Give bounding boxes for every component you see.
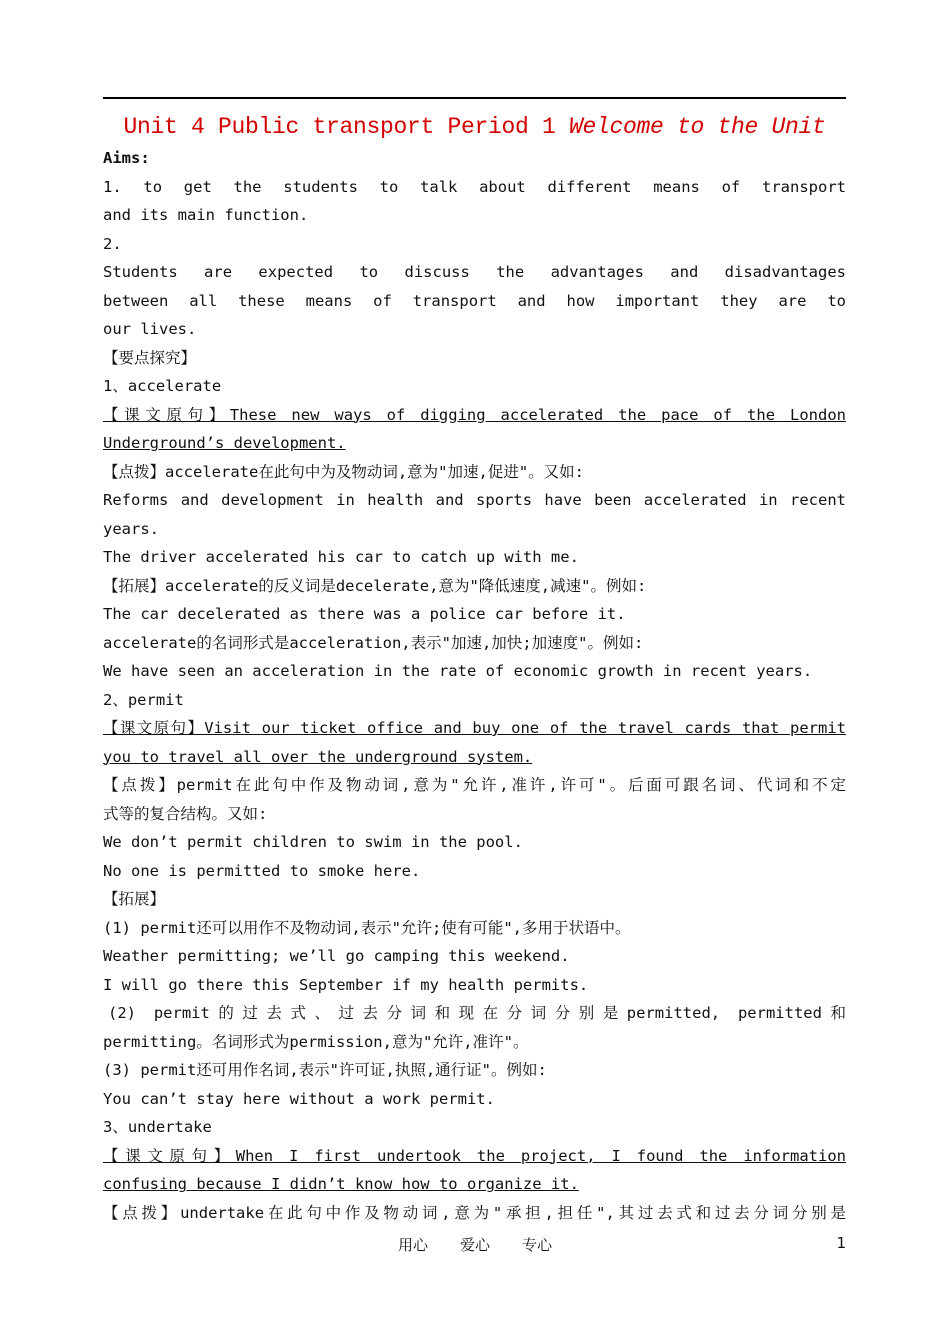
text-line: 2、permit [103, 690, 184, 709]
text-line: 【点拨】undertake在此句中作及物动词,意为"承担,担任",其过去式和过去分词分别是 [103, 1203, 846, 1222]
text-line: Reforms and development in health and sports have been accelerated in recent [103, 491, 846, 509]
text-line: (2) permit的过去式、过去分词和现在分词分别是permitted, permitted和 [108, 1004, 846, 1022]
text-line: 【课文原句】Visit our ticket office and buy one of the travel cards that permit [103, 719, 846, 737]
text-line: You can’t stay here without a work permit. [103, 1089, 495, 1108]
header-rule [103, 97, 846, 99]
text-line: Aims: [103, 149, 150, 167]
text-line: 【点拨】accelerate在此句中为及物动词,意为"加速,促进"。又如: [103, 462, 584, 481]
text-line: confusing because I didn’t know how to organize it. [103, 1175, 579, 1193]
text-line: 3、undertake [103, 1118, 212, 1136]
text-line: accelerate的名词形式是acceleration,表示"加速,加快;加速度"。例如: [103, 633, 644, 652]
text-line: you to travel all over the underground system. [103, 747, 533, 766]
text-line: 1. to get the students to talk about different means of transport [103, 177, 846, 196]
text-line: 式等的复合结构。又如: [103, 804, 268, 823]
text-line: Students are expected to discuss the advantages and disadvantages [103, 263, 846, 281]
title-italic: Welcome to the Unit [569, 114, 826, 140]
text-line: I will go there this September if my health permits. [103, 975, 589, 994]
text-line: years. [103, 519, 159, 538]
text-line: The driver accelerated his car to catch up with me. [103, 548, 579, 566]
text-line: (1) permit还可以用作不及物动词,表示"允许;使有可能",多用于状语中。 [103, 918, 631, 937]
text-line: 【拓展】accelerate的反义词是decelerate,意为"降低速度,减速"。例如: [103, 576, 647, 595]
text-line: The car decelerated as there was a police car before it. [103, 605, 626, 623]
footer-motto [0, 1234, 950, 1255]
text-line: 【拓展】 [103, 890, 166, 908]
text-line: No one is permitted to smoke here. [103, 861, 421, 880]
text-line: (3) permit还可用作名词,表示"许可证,执照,通行证"。例如: [103, 1061, 547, 1079]
text-line: 【要点探究】 [103, 348, 197, 367]
text-line: between all these means of transport and how important they are to [103, 291, 846, 310]
text-line: We don’t permit children to swim in the pool. [103, 833, 523, 851]
text-line: and its main function. [103, 206, 309, 224]
text-line: 【点拨】permit在此句中作及物动词,意为"允许,准许,许可"。后面可跟名词、代词和不定 [103, 776, 846, 794]
page-title [103, 114, 846, 140]
page-footer [0, 1234, 950, 1254]
document-body [103, 144, 846, 1227]
page-number: 1 [836, 1234, 846, 1252]
text-line: 1、accelerate [103, 377, 222, 395]
text-line: Underground’s development. [103, 434, 346, 452]
text-line: 2. [103, 234, 122, 253]
footer-word: 专心 [522, 1236, 553, 1254]
footer-word: 爱心 [459, 1236, 490, 1254]
text-line: our lives. [103, 320, 197, 338]
text-line: We have seen an acceleration in the rate of economic growth in recent years. [103, 662, 813, 680]
text-line: Weather permitting; we’ll go camping this weekend. [103, 947, 570, 965]
text-line: 【课文原句】When I first undertook the project, I found the information [103, 1146, 846, 1165]
title-plain: Unit 4 Public transport Period 1 [123, 114, 570, 140]
footer-word: 用心 [397, 1236, 428, 1254]
text-line: 【课文原句】These new ways of digging accelerated the pace of the London [103, 405, 846, 424]
text-line: permitting。名词形式为permission,意为"允许,准许"。 [103, 1032, 529, 1051]
